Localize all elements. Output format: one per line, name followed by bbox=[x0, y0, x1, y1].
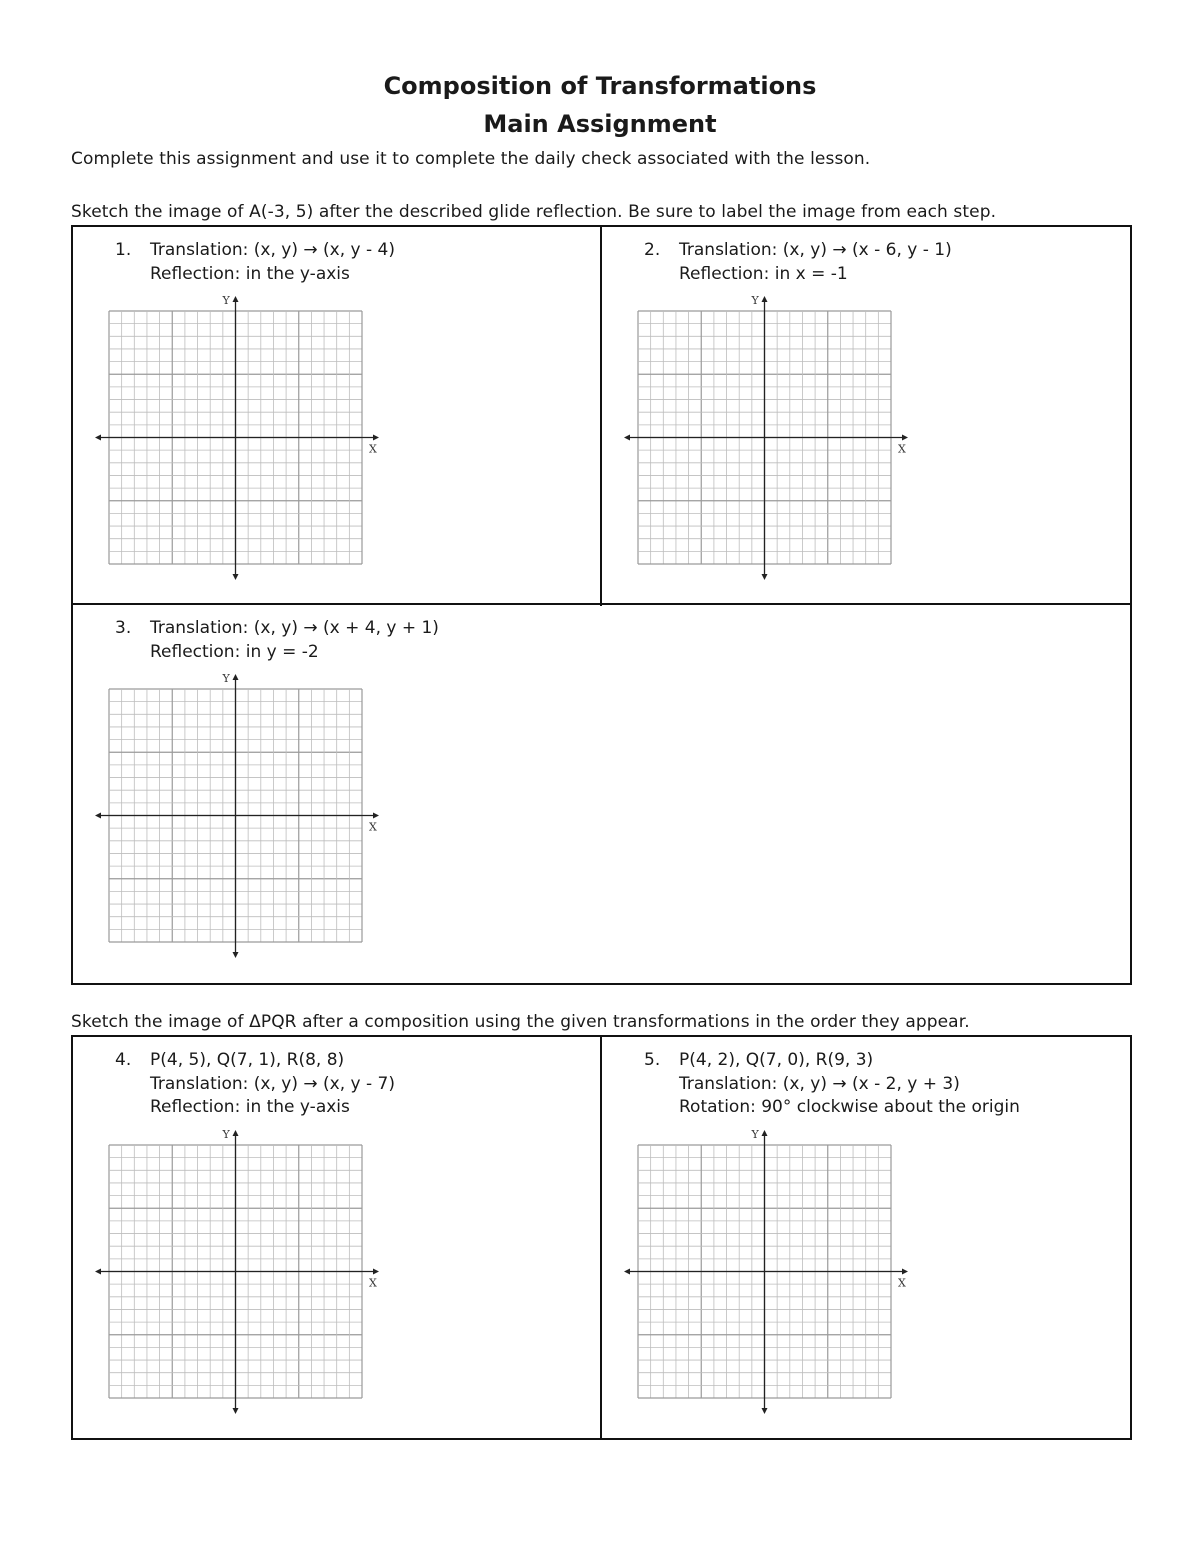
problem-line: Translation: (x, y) → (x, y - 4) bbox=[150, 240, 395, 260]
y-axis-label: Y bbox=[751, 1128, 759, 1141]
x-axis-right-arrow-icon bbox=[373, 435, 379, 441]
problem-line: Reflection: in x = -1 bbox=[679, 263, 848, 284]
problem-number: 2. bbox=[644, 240, 661, 260]
problem-number: 4. bbox=[115, 1050, 132, 1070]
problem-line: Reflection: in the y-axis bbox=[150, 263, 350, 284]
coordinate-grid[interactable] bbox=[93, 671, 383, 965]
problem-line: P(4, 5), Q(7, 1), R(8, 8) bbox=[150, 1050, 345, 1070]
x-axis-right-arrow-icon bbox=[373, 813, 379, 819]
y-axis-label: Y bbox=[222, 1128, 230, 1141]
problem-number: 5. bbox=[644, 1050, 661, 1070]
coordinate-grid-svg bbox=[93, 293, 383, 583]
x-axis-left-arrow-icon bbox=[95, 813, 101, 819]
section1-row-divider bbox=[72, 603, 1131, 605]
y-axis-label: Y bbox=[222, 294, 230, 307]
x-axis-left-arrow-icon bbox=[624, 1269, 630, 1275]
section2-column-divider bbox=[600, 1036, 602, 1439]
x-axis-label: X bbox=[369, 820, 377, 834]
x-axis-label: X bbox=[369, 442, 377, 456]
y-axis-down-arrow-icon bbox=[233, 952, 239, 958]
y-axis-up-arrow-icon bbox=[233, 674, 239, 680]
coordinate-grid[interactable] bbox=[93, 293, 383, 587]
x-axis-left-arrow-icon bbox=[624, 435, 630, 441]
coordinate-grid[interactable] bbox=[622, 293, 912, 587]
x-axis-label: X bbox=[369, 1276, 377, 1290]
section1-column-divider bbox=[600, 226, 602, 606]
y-axis-down-arrow-icon bbox=[762, 1408, 768, 1414]
y-axis-label: Y bbox=[751, 294, 759, 307]
problem-line: Reflection: in y = -2 bbox=[150, 641, 319, 662]
section1-instruction: Sketch the image of A(-3, 5) after the described glide reflection. Be sure to label the image from each step. bbox=[71, 202, 997, 222]
x-axis-label: X bbox=[898, 442, 906, 456]
coordinate-grid-svg bbox=[622, 1127, 912, 1417]
y-axis-up-arrow-icon bbox=[762, 1130, 768, 1136]
problem-line: Translation: (x, y) → (x + 4, y + 1) bbox=[150, 618, 439, 638]
coordinate-grid[interactable] bbox=[622, 1127, 912, 1421]
x-axis-right-arrow-icon bbox=[902, 1269, 908, 1275]
section2-instruction: Sketch the image of ΔPQR after a composition using the given transformations in the order they appear. bbox=[71, 1012, 970, 1032]
page-title: Composition of Transformations bbox=[383, 72, 817, 100]
intro-text: Complete this assignment and use it to complete the daily check associated with the lesson. bbox=[71, 149, 871, 169]
problem-number: 3. bbox=[115, 618, 132, 638]
y-axis-up-arrow-icon bbox=[233, 296, 239, 302]
y-axis-up-arrow-icon bbox=[762, 296, 768, 302]
x-axis-label: X bbox=[898, 1276, 906, 1290]
y-axis-down-arrow-icon bbox=[762, 574, 768, 580]
problem-number: 1. bbox=[115, 240, 132, 260]
y-axis-down-arrow-icon bbox=[233, 1408, 239, 1414]
problem-line: Rotation: 90° clockwise about the origin bbox=[679, 1097, 1020, 1117]
coordinate-grid-svg bbox=[93, 671, 383, 961]
problem-line: P(4, 2), Q(7, 0), R(9, 3) bbox=[679, 1050, 874, 1070]
coordinate-grid-svg bbox=[622, 293, 912, 583]
problem-line: Translation: (x, y) → (x - 6, y - 1) bbox=[679, 240, 952, 260]
y-axis-up-arrow-icon bbox=[233, 1130, 239, 1136]
x-axis-right-arrow-icon bbox=[902, 435, 908, 441]
x-axis-left-arrow-icon bbox=[95, 1269, 101, 1275]
problem-line: Translation: (x, y) → (x - 2, y + 3) bbox=[679, 1073, 960, 1094]
x-axis-left-arrow-icon bbox=[95, 435, 101, 441]
coordinate-grid[interactable] bbox=[93, 1127, 383, 1421]
page-subtitle: Main Assignment bbox=[483, 110, 717, 138]
coordinate-grid-svg bbox=[93, 1127, 383, 1417]
problem-line: Translation: (x, y) → (x, y - 7) bbox=[150, 1073, 395, 1094]
problem-line: Reflection: in the y-axis bbox=[150, 1097, 350, 1117]
y-axis-down-arrow-icon bbox=[233, 574, 239, 580]
x-axis-right-arrow-icon bbox=[373, 1269, 379, 1275]
y-axis-label: Y bbox=[222, 672, 230, 685]
